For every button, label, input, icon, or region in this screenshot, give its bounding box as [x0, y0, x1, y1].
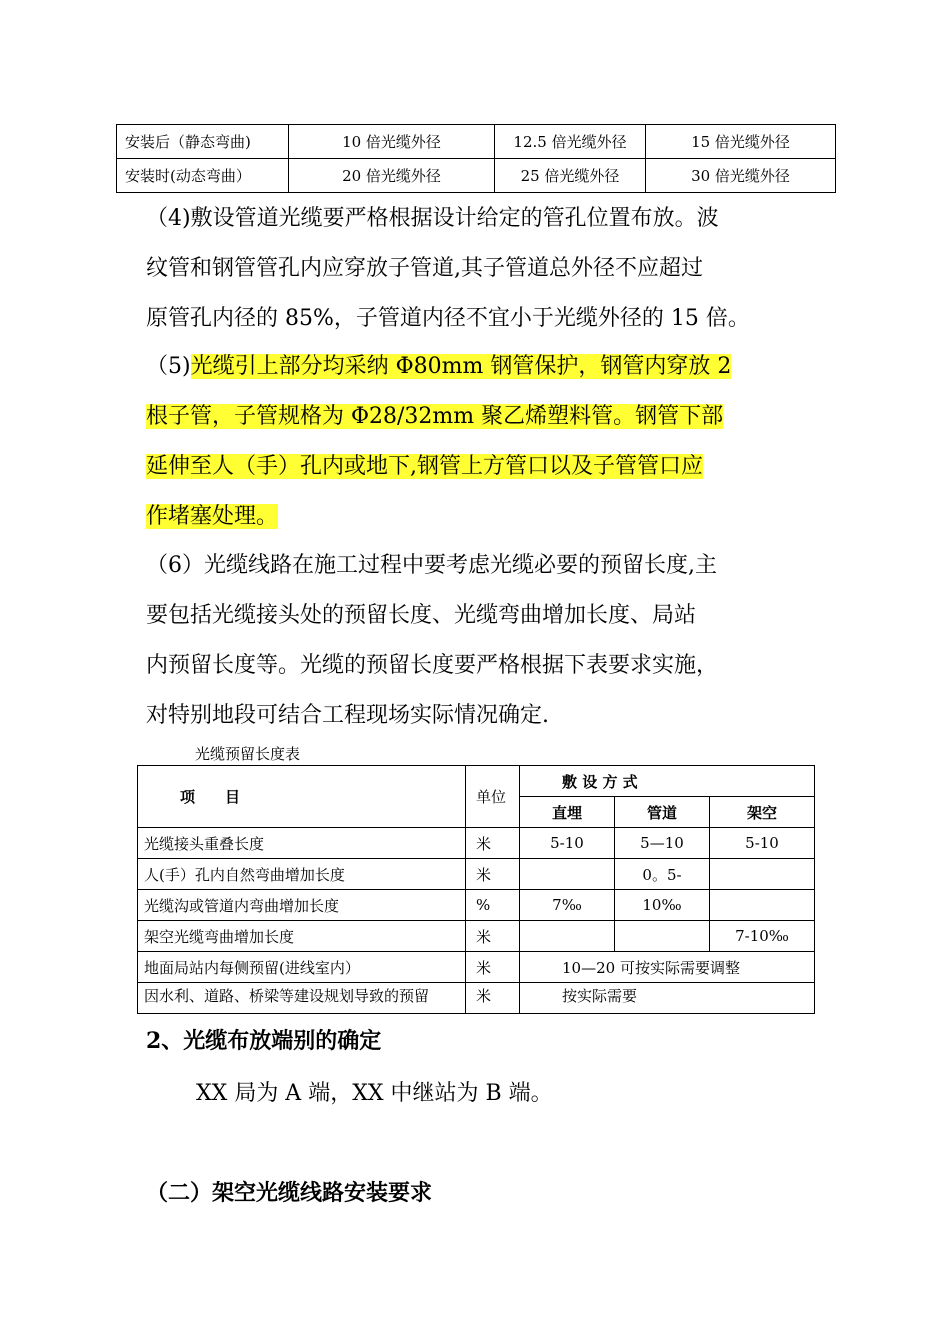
header-duct: 管道: [615, 797, 710, 828]
table-row: [138, 983, 815, 1014]
paragraph-line: 纹管和钢管管孔内应穿放子管道,其子管道总外径不应超过: [146, 256, 703, 281]
table-cell: 15 倍光缆外径: [646, 125, 836, 159]
paragraph-6: [146, 541, 826, 741]
paragraph-line: 内预留长度等。光缆的预留长度要严格根据下表要求实施，: [146, 653, 719, 678]
highlighted-text: 延伸至人（手）孔内或地下,钢管上方管口以及子管管口应: [146, 454, 703, 479]
row-aerial: [710, 890, 815, 921]
table-row: [117, 125, 836, 159]
row-item: 人(手）孔内自然弯曲增加长度: [138, 859, 466, 890]
table-cell: 10 倍光缆外径: [289, 125, 495, 159]
row-duct: 0。5-: [615, 859, 710, 890]
row-unit: %: [466, 890, 520, 921]
table-row: [138, 921, 815, 952]
row-buried: [520, 921, 615, 952]
row-aerial: 7-10‰: [710, 921, 815, 952]
reserve-length-table: [137, 765, 815, 1014]
paragraph-line: 原管孔内径的 85%，子管道内径不宜小于光缆外径的 15 倍。: [146, 306, 750, 331]
paragraph-line: 要包括光缆接头处的预留长度、光缆弯曲增加长度、局站: [146, 603, 697, 628]
highlighted-text: 根子管，子管规格为 Φ28/32mm 聚乙烯塑料管。钢管下部: [146, 404, 724, 429]
table-cell: 安装后（静态弯曲): [117, 125, 289, 159]
paragraph-5: [146, 342, 826, 542]
row-aerial: 5-10: [710, 828, 815, 859]
paragraph-prefix: （5): [146, 354, 191, 379]
row-value: 10—20 可按实际需要调整: [520, 952, 815, 983]
row-buried: 7‰: [520, 890, 615, 921]
paragraph-line: [146, 342, 826, 392]
table-row: [138, 828, 815, 859]
row-item: 地面局站内每侧预留(进线室内）: [138, 952, 466, 983]
header-buried: 直埋: [520, 797, 615, 828]
table-row: [138, 890, 815, 921]
table-cell: 25 倍光缆外径: [495, 159, 646, 193]
row-aerial: [710, 859, 815, 890]
paragraph-line: 对特别地段可结合工程现场实际情况确定.: [146, 703, 549, 728]
table-row: [138, 859, 815, 890]
paragraph-4: [146, 194, 826, 344]
row-unit: 米: [466, 983, 520, 1014]
table-row: [117, 159, 836, 193]
row-item: 光缆沟或管道内弯曲增加长度: [138, 890, 466, 921]
row-duct: 5—10: [615, 828, 710, 859]
bend-radius-table: [116, 124, 836, 193]
section-text: XX 局为 A 端，XX 中继站为 B 端。: [196, 1081, 553, 1106]
table-cell: 30 倍光缆外径: [646, 159, 836, 193]
section-heading: （二）架空光缆线路安装要求: [146, 1180, 433, 1206]
row-item: 架空光缆弯曲增加长度: [138, 921, 466, 952]
highlighted-text: 光缆引上部分均采纳 Φ80mm 钢管保护，钢管内穿放 2: [190, 354, 732, 379]
table-cell: 安装时(动态弯曲）: [117, 159, 289, 193]
highlighted-text: 作堵塞处理。: [146, 504, 279, 529]
table-header-row: [138, 766, 815, 797]
row-item: 因水利、道路、桥梁等建设规划导致的预留: [138, 983, 466, 1014]
header-method: 敷 设 方 式: [520, 766, 815, 797]
table-row: [138, 952, 815, 983]
paragraph-line: [146, 492, 826, 542]
table-cell: 20 倍光缆外径: [289, 159, 495, 193]
row-buried: [520, 859, 615, 890]
table-caption: 光缆预留长度表: [195, 745, 301, 763]
header-item: 项 目: [138, 766, 466, 828]
row-unit: 米: [466, 828, 520, 859]
paragraph-line: [146, 442, 826, 492]
paragraph-line: [146, 392, 826, 442]
row-unit: 米: [466, 952, 520, 983]
row-unit: 米: [466, 859, 520, 890]
row-duct: 10‰: [615, 890, 710, 921]
row-duct: [615, 921, 710, 952]
row-item: 光缆接头重叠长度: [138, 828, 466, 859]
paragraph-line: （6）光缆线路在施工过程中要考虑光缆必要的预留长度,主: [146, 553, 717, 578]
section-heading: 2、光缆布放端别的确定: [146, 1028, 382, 1054]
row-value: 按实际需要: [520, 983, 815, 1014]
row-unit: 米: [466, 921, 520, 952]
table-cell: 12.5 倍光缆外径: [495, 125, 646, 159]
row-buried: 5-10: [520, 828, 615, 859]
header-aerial: 架空: [710, 797, 815, 828]
header-unit: 单位: [466, 766, 520, 828]
paragraph-line: （4)敷设管道光缆要严格根据设计给定的管孔位置布放。波: [146, 206, 719, 231]
